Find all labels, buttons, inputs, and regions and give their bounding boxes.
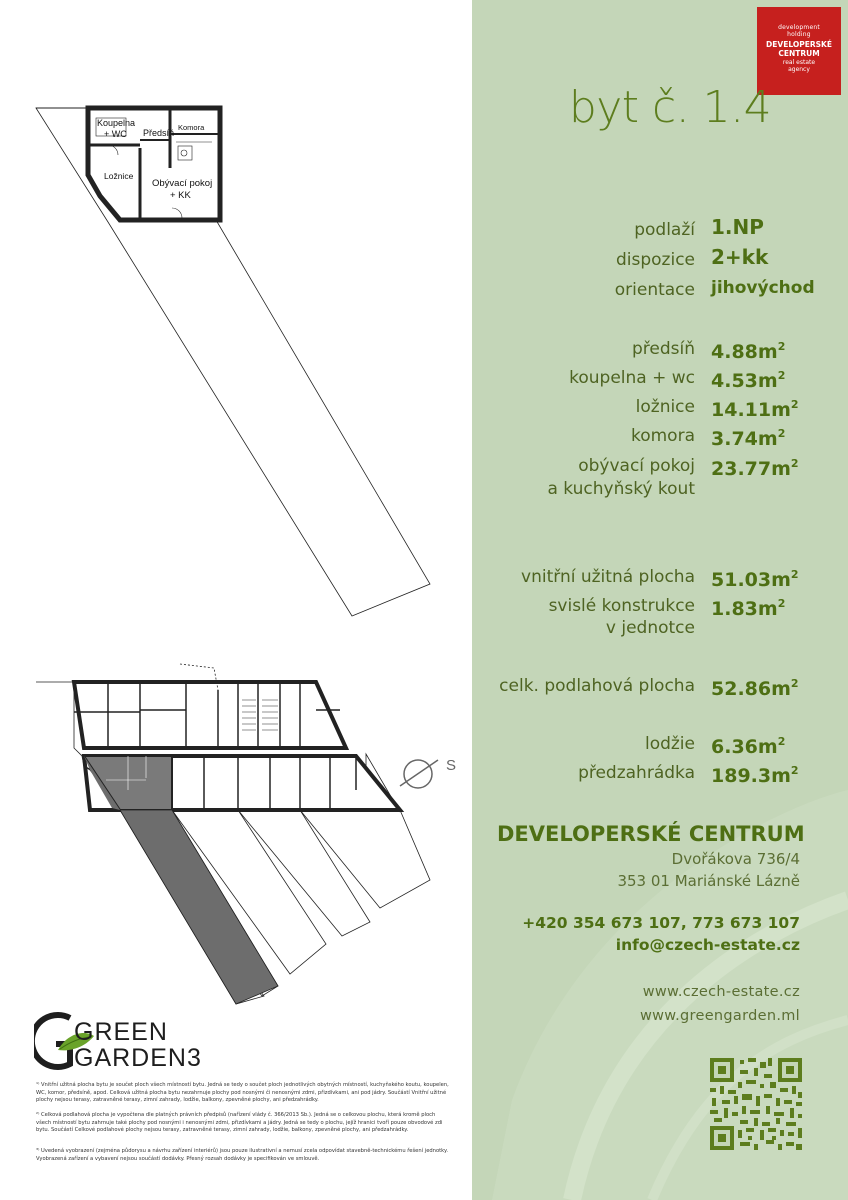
label-loznice: ložnice	[635, 397, 695, 417]
apartment-title: byt č. 1.4	[568, 82, 772, 133]
room-label-komora: Komora	[178, 123, 205, 132]
value-obyvaci: $23.77m^2$	[711, 457, 799, 480]
room-label-wc: + WC	[104, 129, 127, 139]
logo-line: DEVELOPERSKÉ	[766, 40, 832, 49]
label-podlahova-plocha: celk. podlahová plocha	[499, 676, 695, 696]
logo-text-garden: GARDEN3	[74, 1044, 202, 1072]
value-komora: $3.74m^2$	[711, 427, 786, 450]
label-komora: komora	[630, 426, 695, 446]
email-link[interactable]: info@czech-estate.cz	[615, 936, 800, 954]
value-svisle-konstrukce: $1.83m^2$	[711, 597, 786, 620]
label-uzitna-plocha: vnitřní užitná plocha	[521, 567, 695, 587]
logo-text-green: GREEN	[74, 1018, 168, 1046]
label-v-jednotce: v jednotce	[605, 618, 695, 638]
value-podlahova-plocha: $52.86m^2$	[711, 677, 799, 700]
room-label-kk: + KK	[170, 190, 191, 201]
label-predzahradka: předzahrádka	[578, 763, 695, 783]
phone-numbers[interactable]: +420 354 673 107, 773 673 107	[522, 914, 800, 932]
label-predsin: předsíň	[631, 339, 695, 359]
room-label-predsin: Předsíň	[143, 128, 175, 138]
room-label-koupelna: Koupelna	[97, 118, 136, 128]
value-lodzie: $6.36m^2$	[711, 735, 786, 758]
web-link-greengarden[interactable]: www.greengarden.ml	[639, 1008, 800, 1024]
label-obyvaci: obývací pokoj	[578, 456, 695, 476]
value-dispozice: 2+kk	[711, 245, 769, 269]
company-name: DEVELOPERSKÉ CENTRUM	[497, 822, 805, 846]
logo-line: real estate	[782, 59, 816, 66]
value-predzahradka: $189.3m^2$	[711, 764, 799, 787]
value-uzitna-plocha: $51.03m^2$	[711, 568, 799, 591]
value-loznice: $14.11m^2$	[711, 398, 799, 421]
value-predsin: $4.88m^2$	[711, 340, 786, 363]
label-lodzie: lodžie	[644, 734, 695, 754]
room-label-obyvaci: Obývací pokoj	[152, 178, 213, 189]
web-link-czech-estate[interactable]: www.czech-estate.cz	[642, 984, 800, 1000]
label-dispozice: dispozice	[615, 250, 695, 270]
footnote-2: ²⁾ Celková podlahová plocha je vypočtena dle platných právních předpisů (nařízení vlády č. 366/2013 Sb.). Jedná se o celkovou plochu, která kromě ploch všech místností bytu zahrnuje také plochy pod nosnými i nenosnými zdmi, přizdívkami a jádry. Jedná se tedy o plochu, jejíž hranici tvoří pouze obvodové zdi bytu. Součástí Celkové podlahové plochy nejsou terasy, zatravněné terasy, zimní zahrady, lodžie, balkony, zpevněné plochy, ani předzahrádky.	[36, 1112, 443, 1134]
label-koupelna: koupelna + wc	[569, 368, 695, 388]
label-orientace: orientace	[614, 280, 695, 300]
footnote-1: ¹⁾ Vnitřní užitná plocha bytu je součet ploch všech místností bytu. Jedná se tedy o součet ploch jednotlivých obytných místností, kuchyňského koutu, koupelen, WC, komor, předsíně, apod. Celková užitná plocha bytu nezahrnuje plochy pod nosnými či nenosnými zdmi, přizdívkami, ani pod jádry. Součástí Vnitřní užitné plochy nejsou terasy, zatravněné terasy, zimní zahrady, lodžie, balkony, zpevněné plochy, ani předzahrádky.	[36, 1082, 449, 1104]
logo-line: holding	[787, 31, 811, 38]
address-city: 353 01 Mariánské Lázně	[617, 872, 800, 890]
qr-code-icon[interactable]	[710, 1058, 802, 1150]
value-koupelna: $4.53m^2$	[711, 369, 786, 392]
logo-line: agency	[788, 66, 810, 73]
logo-line: development	[778, 24, 820, 31]
green-garden-logo	[34, 1006, 254, 1074]
footnote-3: ³⁾ Uvedená vyobrazení (zejména půdorysu a návrhu zařízení interiérů) jsou pouze ilustrativní a nemusí zcela odpovídat stavebně-technickému řešení jednotky. Vyobrazená zařízení a vybavení nejsou součástí dodávky. Přesný rozsah dodávky je specifikován ve smlouvě.	[36, 1148, 448, 1162]
label-podlazi: podlaží	[634, 220, 695, 240]
room-label-loznice: Ložnice	[104, 171, 134, 181]
address-street: Dvořákova 736/4	[671, 850, 800, 868]
value-orientace: jihovýchod	[711, 278, 815, 298]
label-svisle-konstrukce: svislé konstrukce	[548, 596, 695, 616]
logo-line: CENTRUM	[778, 49, 820, 58]
compass-icon	[400, 757, 456, 788]
compass-north-label: S	[446, 757, 457, 774]
value-podlazi: 1.NP	[711, 215, 764, 239]
label-kuchynsky-kout: a kuchyňský kout	[547, 479, 695, 499]
